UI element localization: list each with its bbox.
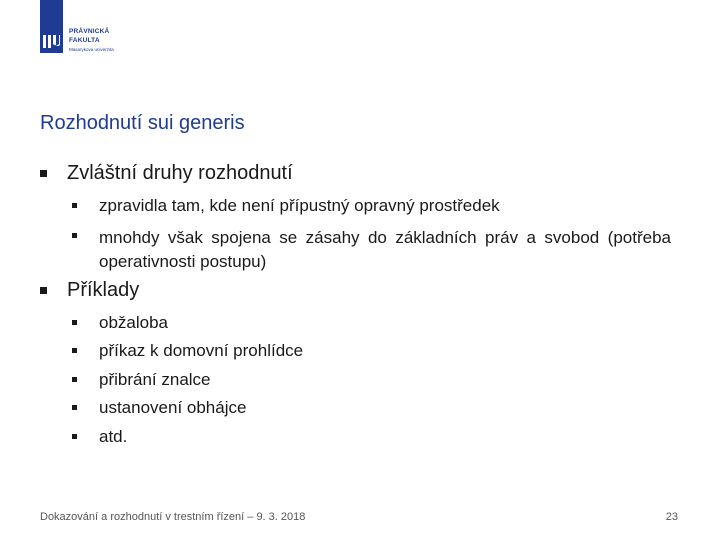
bullet-square-icon xyxy=(72,233,77,238)
sub-bullet-text: atd. xyxy=(99,427,128,446)
slide-title: Rozhodnutí sui generis xyxy=(40,112,245,134)
sub-bullet-text: příkaz k domovní prohlídce xyxy=(99,341,304,360)
footer-text: Dokazování a rozhodnutí v trestním řízení – 9. 3. 2018 xyxy=(40,511,306,523)
faculty-logo xyxy=(40,0,150,56)
bullet-square-icon xyxy=(72,348,77,353)
bullet-square-icon xyxy=(72,320,77,325)
bullet-square-icon xyxy=(72,377,77,382)
bullet-square-icon xyxy=(40,170,47,177)
bullet-square-icon xyxy=(72,405,77,410)
logo-text-line1: PRÁVNICKÁ xyxy=(69,28,110,35)
page-number: 23 xyxy=(665,511,678,523)
bullet-square-icon xyxy=(72,434,77,439)
sub-bullet-text: mnohdy však spojena se zásahy do základních práv a svobod (potřeba operativnosti postupu) xyxy=(99,228,671,271)
sub-bullet-text: ustanovení obhájce xyxy=(99,398,247,417)
logo-text-line3: Masarykova univerzita xyxy=(69,47,114,52)
section-heading: Příklady xyxy=(67,279,140,301)
bullet-square-icon xyxy=(40,287,47,294)
logo-text-line2: FAKULTA xyxy=(69,36,100,44)
section-heading: Zvláštní druhy rozhodnutí xyxy=(67,162,293,184)
sub-bullet-text: obžaloba xyxy=(99,313,169,332)
sub-bullet-text: přibrání znalce xyxy=(99,370,211,389)
sub-bullet-text: zpravidla tam, kde není přípustný opravný prostředek xyxy=(99,196,500,215)
muni-logo-icon xyxy=(40,0,63,53)
bullet-square-icon xyxy=(72,203,77,208)
